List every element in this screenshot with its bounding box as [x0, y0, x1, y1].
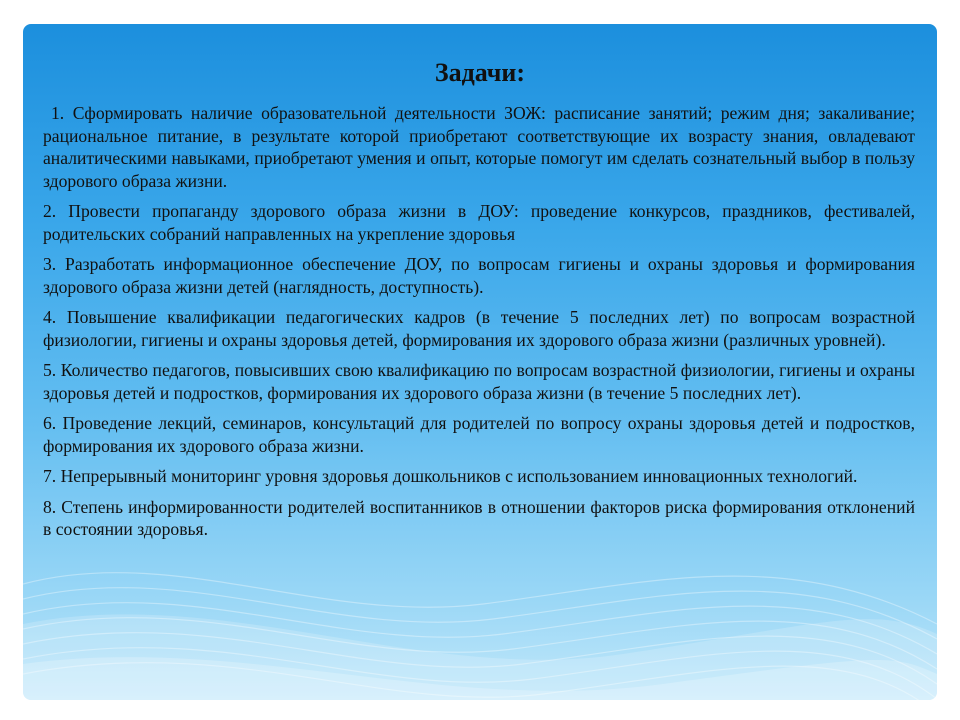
slide-panel: [23, 24, 937, 700]
task-list: [43, 102, 915, 549]
task-item-5: 5. Количество педагогов, повысивших свою квалификацию по вопросам возрастной физиологии, гигиены и охраны здоровья детей и подростков, формирования их здорового образа жизни (в течение 5 последних лет).: [43, 360, 915, 403]
task-item-6: 6. Проведение лекций, семинаров, консультаций для родителей по вопросу охраны здоровья детей и подростков, формирования их здорового образа жизни.: [43, 413, 915, 456]
task-item-2: 2. Провести пропаганду здорового образа жизни в ДОУ: проведение конкурсов, праздников, фестивалей, родительских собраний направленных на укрепление здоровья: [43, 201, 915, 244]
slide-title: Задачи:: [434, 58, 526, 87]
task-item-7: 7. Непрерывный мониторинг уровня здоровья дошкольников с использованием инновационных технологий.: [43, 466, 858, 486]
task-item-8: 8. Степень информированности родителей воспитанников в отношении факторов риска формирования отклонений в состоянии здоровья.: [43, 496, 915, 539]
task-item-1: 1. Сформировать наличие образовательной деятельности ЗОЖ: расписание занятий; режим дня; закаливание; рациональное питание, в результате которой приобретают соответствующие их возрасту знания, овладевают аналитическими навыками, приобретают умения и опыт, которые помогут им сделать сознательный выбор в пользу здорового образа жизни.: [43, 103, 915, 191]
task-item-3: 3. Разработать информационное обеспечение ДОУ, по вопросам гигиены и охраны здоровья и формирования здорового образа жизни детей (наглядность, доступность).: [43, 254, 915, 297]
task-item-4: 4. Повышение квалификации педагогических кадров (в течение 5 последних лет) по вопросам возрастной физиологии, гигиены и охраны здоровья детей, формирования их здорового образа жизни (различных уровней).: [43, 307, 915, 350]
